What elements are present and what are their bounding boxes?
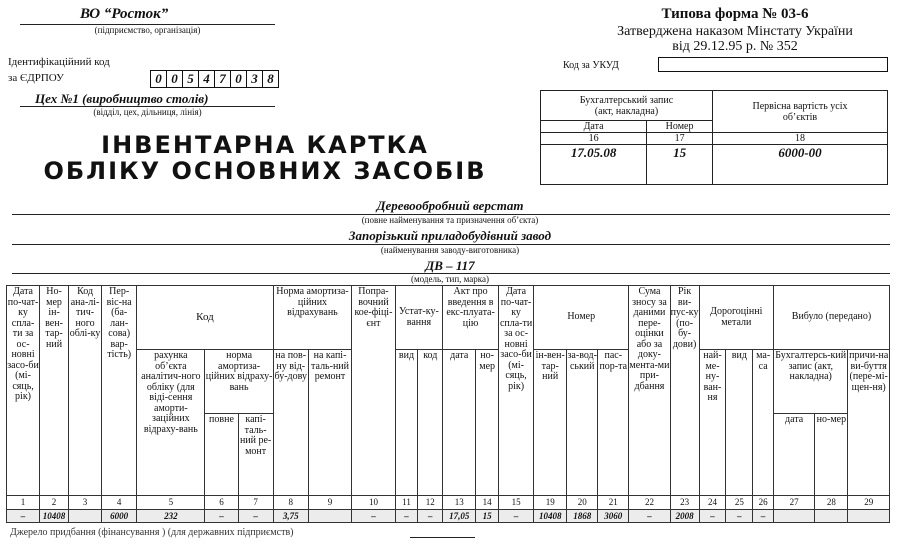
column-number: 5 <box>137 496 205 510</box>
header-data: дата <box>443 350 476 496</box>
edrpou-digit: 0 <box>151 71 167 87</box>
value-cell: 3060 <box>598 509 629 523</box>
object-model: ДВ – 117 <box>425 258 475 273</box>
acct-date-label: Дата <box>541 121 647 133</box>
card-title-line-1: ІНВЕНТАРНА КАРТКА <box>101 131 429 159</box>
acct-col-17: 17 <box>647 133 713 145</box>
column-number: 29 <box>848 496 890 510</box>
header-col-22: Сума зносу за даними пере-оцінки або за доку-мента-ми при-дбання <box>629 286 670 496</box>
acct-number: 15 <box>647 145 713 185</box>
header-metals: Дорогоцінні метали <box>699 286 773 350</box>
column-number: 26 <box>753 496 774 510</box>
acct-number-label: Номер <box>647 121 713 133</box>
column-number: 3 <box>69 496 102 510</box>
header-kap: капі-таль-ний ре-монт <box>238 414 273 496</box>
edrpou-code <box>150 70 279 88</box>
header-data2: дата <box>773 414 814 496</box>
header-col-2: Но-мер ін-вен-тар-ний <box>40 286 69 496</box>
value-row <box>7 509 890 523</box>
edrpou-digit: 4 <box>199 71 215 87</box>
header-zavod: за-вод-ський <box>567 350 598 496</box>
column-number: 7 <box>238 496 273 510</box>
object-name-caption: (повне найменування та призначення об’єкта) <box>361 215 539 225</box>
header-nomer3: но-мер <box>815 414 848 496</box>
value-cell: – <box>418 509 443 523</box>
column-number: 15 <box>499 496 534 510</box>
column-number: 6 <box>205 496 238 510</box>
header-norma: Норма амортиза-ційних відрахувань <box>273 286 352 350</box>
column-number: 21 <box>598 496 629 510</box>
form-approved: Затверджена наказом Мінстату України <box>617 24 853 39</box>
column-number: 27 <box>773 496 814 510</box>
edrpou-digit: 0 <box>231 71 247 87</box>
column-number: 28 <box>815 496 848 510</box>
column-number: 20 <box>567 496 598 510</box>
column-number: 13 <box>443 496 476 510</box>
header-buh: Бухгалтерсь-кий запис (акт, накладна) <box>773 350 847 414</box>
acct-date: 17.05.08 <box>541 145 647 185</box>
header-nomer: Номер <box>534 286 629 350</box>
acct-header-2: Первісна вартість усіх <box>752 100 848 112</box>
value-cell: – <box>7 509 40 523</box>
edrpou-digit: 7 <box>215 71 231 87</box>
column-number: 22 <box>629 496 670 510</box>
edrpou-label-2: за ЄДРПОУ <box>8 72 64 84</box>
header-col-1: Дата по-чат-ку спла-ти за ос-новні засо-би (мі-сяць, рік) <box>7 286 40 496</box>
header-kod: Код <box>137 286 273 350</box>
value-cell: 17,05 <box>443 509 476 523</box>
header-prych: причи-на ви-буття (пере-мі-щен-ня) <box>848 350 890 496</box>
value-cell: – <box>699 509 726 523</box>
header-popr: Попра-вочний кое-фіці-єнт <box>352 286 395 496</box>
object-name: Деревообробний верстат <box>376 198 524 213</box>
acct-header-1: Бухгалтерський запис <box>579 94 674 106</box>
value-cell: – <box>205 509 238 523</box>
header-nomer2: но-мер <box>476 350 499 496</box>
header-vyd2: вид <box>726 350 753 496</box>
header-col-4: Пер-віс-на (ба-лан-сова) вар-тість) <box>102 286 137 496</box>
column-number: 12 <box>418 496 443 510</box>
value-cell <box>69 509 102 523</box>
acct-header-1b: (акт, накладна) <box>594 105 659 117</box>
edrpou-digit: 8 <box>267 71 274 86</box>
value-cell <box>308 509 351 523</box>
header-ustat: Устат-ку-вання <box>395 286 443 350</box>
column-number: 1 <box>7 496 40 510</box>
ukud-label: Код за УКУД <box>563 60 619 71</box>
column-number: 2 <box>40 496 69 510</box>
value-cell: 1868 <box>567 509 598 523</box>
header-masa: ма-са <box>753 350 774 496</box>
column-number: 8 <box>273 496 308 510</box>
value-cell <box>815 509 848 523</box>
value-cell: 6000 <box>102 509 137 523</box>
object-maker: Запорізький приладобудівний завод <box>348 228 552 243</box>
column-number: 11 <box>395 496 418 510</box>
column-number: 25 <box>726 496 753 510</box>
column-number: 19 <box>534 496 567 510</box>
edrpou-label-1: Ідентифікаційний код <box>8 56 110 68</box>
header-pasp: пас-пор-та <box>598 350 629 496</box>
ukud-field <box>658 57 888 72</box>
value-cell: – <box>352 509 395 523</box>
edrpou-digit: 3 <box>247 71 263 87</box>
value-cell: – <box>238 509 273 523</box>
header-vyd: вид <box>395 350 418 496</box>
column-number-row <box>7 496 890 510</box>
header-inv: ін-вен-тар-ний <box>534 350 567 496</box>
header-akt: Акт про введення в екс-плуата-цію <box>443 286 499 350</box>
value-cell: 232 <box>137 509 205 523</box>
header-norma-sub: норма амортиза-ційних відраху-вань <box>205 350 273 414</box>
form-title: Типова форма № 03-6 <box>661 6 809 22</box>
column-number: 10 <box>352 496 395 510</box>
value-cell: – <box>499 509 534 523</box>
object-model-caption: (модель, тип, марка) <box>410 274 490 284</box>
value-cell: 3,75 <box>273 509 308 523</box>
value-cell: 10408 <box>534 509 567 523</box>
column-number: 23 <box>670 496 699 510</box>
edrpou-digit: 5 <box>183 71 199 87</box>
value-cell: – <box>726 509 753 523</box>
column-number: 4 <box>102 496 137 510</box>
acct-cost: 6000-00 <box>713 145 888 185</box>
header-na-kap: на капі-таль-ний ремонт <box>308 350 351 496</box>
acct-col-18: 18 <box>713 133 888 145</box>
column-number: 24 <box>699 496 726 510</box>
header-col-23: Рік ви-пус-ку (по-бу-дови) <box>670 286 699 496</box>
value-cell <box>848 509 890 523</box>
value-cell <box>773 509 814 523</box>
value-cell: – <box>629 509 670 523</box>
value-cell: 2008 <box>670 509 699 523</box>
department-name: Цех №1 (виробництво столів) <box>35 91 209 106</box>
object-maker-caption: (найменування заводу-виготовника) <box>380 245 520 255</box>
header-naim: най-ме-ну-ван-ня <box>699 350 726 496</box>
header-col-3: Код ана-лі-тич-ного облі-ку <box>69 286 102 496</box>
accounting-table <box>540 90 888 185</box>
department-caption: (відділ, цех, дільниця, лінія) <box>93 107 202 117</box>
header-povne: повне <box>205 414 238 496</box>
organization-caption: (підприємство, організація) <box>94 25 201 35</box>
header-kod2: код <box>418 350 443 496</box>
card-title <box>30 132 500 184</box>
main-table <box>6 285 890 523</box>
form-date: від 29.12.95 р. № 352 <box>672 39 798 54</box>
organization-name: ВО “Росток” <box>80 6 169 22</box>
footer-source: Джерело придбання (фінансування ) (для державних підприємств) <box>10 527 294 538</box>
column-number: 9 <box>308 496 351 510</box>
edrpou-digit: 0 <box>167 71 183 87</box>
header-na-povn: на пов-ну від-бу-дову <box>273 350 308 496</box>
value-cell: 10408 <box>40 509 69 523</box>
card-title-line-2: ОБЛІКУ ОСНОВНИХ ЗАСОБІВ <box>43 157 487 185</box>
value-cell: – <box>395 509 418 523</box>
column-number: 14 <box>476 496 499 510</box>
value-cell: 15 <box>476 509 499 523</box>
acct-header-2b: об’єктів <box>782 111 818 123</box>
header-vybulo: Вибуло (передано) <box>773 286 889 350</box>
header-rah: рахунка об’єкта аналітич-ного обліку (для віді-сення аморти-заційних відраху-вань <box>137 350 205 496</box>
acct-col-16: 16 <box>541 133 647 145</box>
header-col-15: Дата по-чат-ку спла-ти за ос-новні засо-би (мі-сяць, рік) <box>499 286 534 496</box>
value-cell: – <box>753 509 774 523</box>
